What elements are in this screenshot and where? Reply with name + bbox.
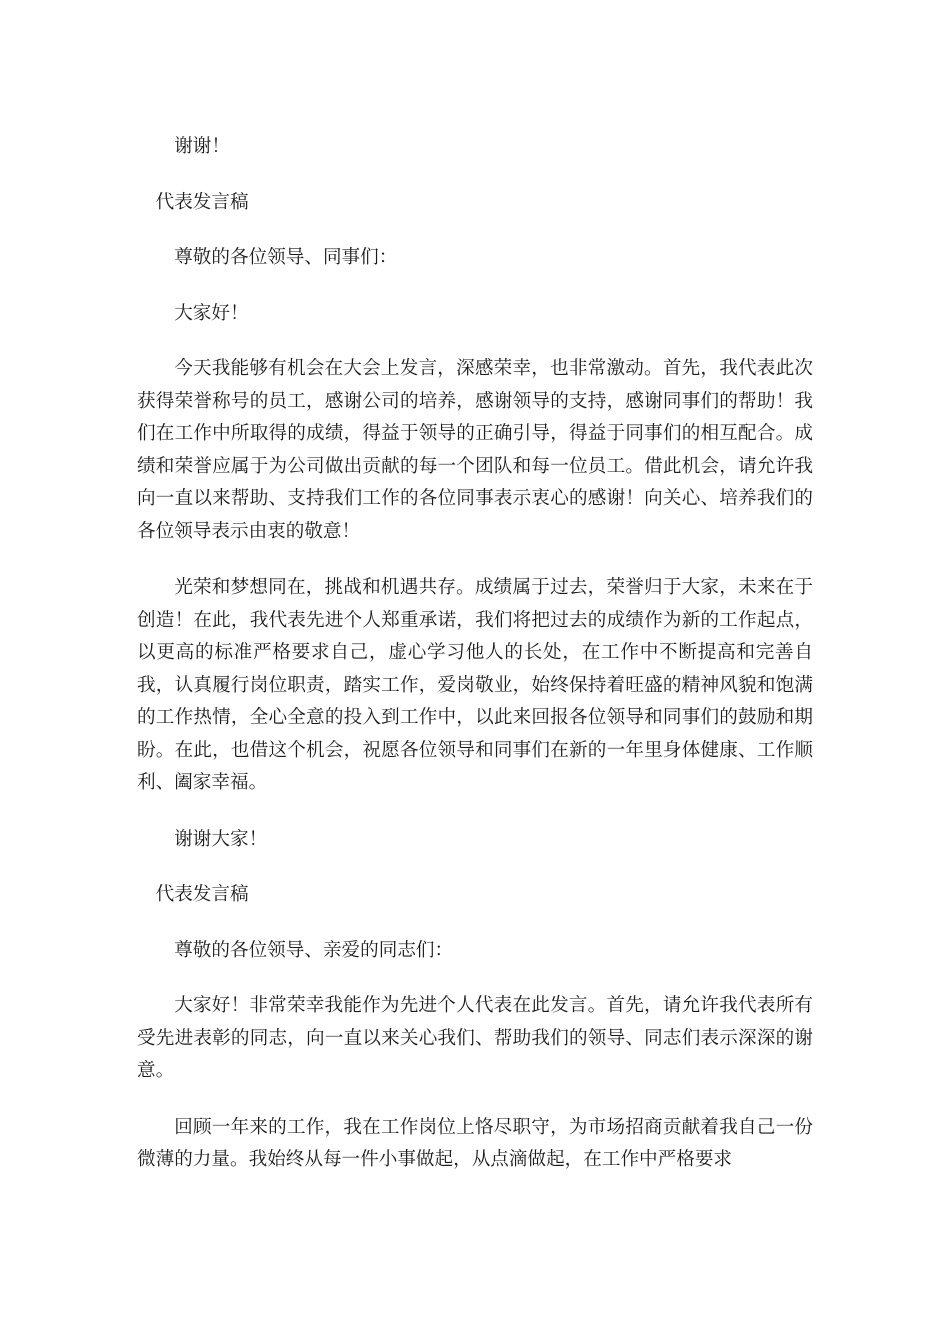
speech-title: 代表发言稿	[155, 884, 249, 905]
closing-thanks: 谢谢大家！	[174, 828, 268, 850]
closing-thanks: 谢谢！	[174, 136, 230, 157]
body-paragraph: 大家好！非常荣幸我能作为先进个人代表在此发言。首先，请允许我代表所有受先进表彰的同志，向一直以来关心我们、帮助我们的领导、同志们表示深深的谢意。	[137, 995, 813, 1081]
document-body	[137, 131, 813, 1177]
speech-title: 代表发言稿	[155, 191, 249, 213]
salutation: 尊敬的各位领导、同事们：	[174, 247, 398, 268]
greeting: 大家好！	[174, 302, 249, 324]
salutation: 尊敬的各位领导、亲爱的同志们：	[174, 939, 454, 961]
body-paragraph: 今天我能够有机会在大会上发言，深感荣幸，也非常激动。首先，我代表此次获得荣誉称号的员工，感谢公司的培养，感谢领导的支持，感谢同事们的帮助！我们在工作中所取得的成绩，得益于领导的正确引导，得益于同事们的相互配合。成绩和荣誉应属于为公司做出贡献的每一个团队和每一位员工。借此机会，请允许我向一直以来帮助、支持我们工作的各位同事表示衷心的感谢！向关心、培养我们的各位领导表示由衷的敬意！	[137, 358, 813, 542]
body-paragraph: 回顾一年来的工作，我在工作岗位上恪尽职守，为市场招商贡献着我自己一份微薄的力量。我始终从每一件小事做起，从点滴做起，在工作中严格要求	[137, 1116, 813, 1170]
body-paragraph: 光荣和梦想同在，挑战和机遇共存。成绩属于过去，荣誉归于大家，未来在于创造！在此，我代表先进个人郑重承诺，我们将把过去的成绩作为新的工作起点，以更高的标准严格要求自己，虚心学习他人的长处，在工作中不断提高和完善自我，认真履行岗位职责，踏实工作，爱岗敬业，始终保持着旺盛的精神风貌和饱满的工作热情，全心全意的投入到工作中，以此来回报各位领导和同事们的鼓励和期盼。在此，也借这个机会，祝愿各位领导和同事们在新的一年里身体健康、工作顺利、阖家幸福。	[137, 577, 813, 793]
